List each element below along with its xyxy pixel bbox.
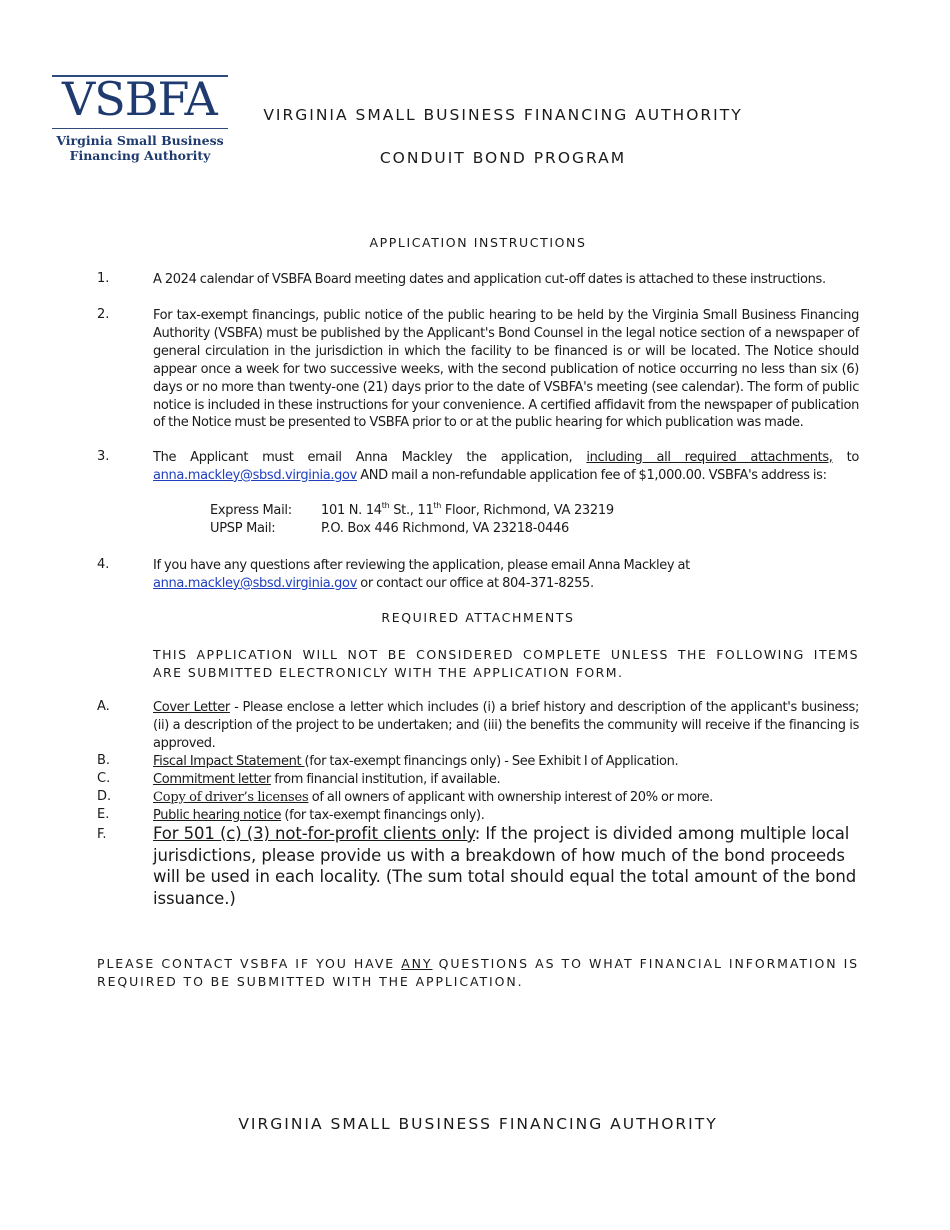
item3-text-b: to (846, 450, 859, 465)
contact-text-b: QUESTIONS AS TO WHAT FINANCIAL INFORMATION IS REQUIRED TO BE SUBMITTED WITH THE APPLICATION. (97, 956, 860, 989)
item-number-1: 1. (97, 271, 110, 286)
drivers-license-text: of all owners of applicant with ownership interest of 20% or more. (308, 790, 713, 805)
public-hearing-title: Public hearing notice (153, 808, 282, 823)
email-link[interactable]: anna.mackley@sbsd.virginia.gov (153, 575, 357, 591)
attachment-letter-a: A. (97, 699, 110, 714)
logo-bottom-rule (52, 128, 228, 129)
attachment-letter-f: F. (97, 827, 107, 842)
attachments-notice-line1: THIS APPLICATION WILL NOT BE CONSIDERED COMPLETE UNLESS THE FOLLOWING ITEMS (153, 647, 859, 662)
instruction-item-3 (153, 449, 859, 485)
program-title: CONDUIT BOND PROGRAM (379, 149, 627, 167)
attachment-item-a (153, 699, 859, 753)
upsp-mail-label: UPSP Mail: (210, 521, 276, 536)
nonprofit-title: For 501 (c) (3) not-for-profit clients only (153, 824, 475, 843)
logo-subtitle-line1: Virginia Small Business (56, 133, 224, 148)
item-number-3: 3. (97, 449, 110, 464)
drivers-license-title: Copy of driver’s licenses (153, 790, 309, 805)
express-mail-label: Express Mail: (210, 503, 292, 518)
item3-text-a: The Applicant must email Anna Mackley the application, (153, 450, 573, 465)
page-title: VIRGINIA SMALL BUSINESS FINANCING AUTHORITY (263, 106, 743, 124)
upsp-mail-address: P.O. Box 446 Richmond, VA 23218-0446 (321, 521, 569, 536)
express-part-b: St., 11 (389, 503, 434, 518)
contact-text-a: PLEASE CONTACT VSBFA IF YOU HAVE (97, 956, 396, 971)
attachment-item-d (153, 789, 859, 807)
express-part-a: 101 N. 14 (321, 503, 382, 518)
instruction-item-4 (153, 557, 859, 593)
item4-text-a: If you have any questions after reviewing the application, please email Anna Mackley at (153, 558, 690, 573)
cover-letter-title: Cover Letter (153, 700, 230, 715)
attachment-letter-d: D. (97, 789, 112, 804)
fiscal-impact-title: Fiscal Impact Statement (153, 754, 305, 769)
public-hearing-text: (for tax-exempt financings only). (281, 808, 485, 823)
attachment-item-b (153, 753, 859, 771)
express-sup-2: th (433, 501, 442, 510)
attachment-letter-b: B. (97, 753, 111, 768)
instruction-item-1: A 2024 calendar of VSBFA Board meeting dates and application cut-off dates is attached to these instructions. (153, 272, 826, 287)
cover-letter-text: - Please enclose a letter which includes (i) a brief history and description of the applicant's business; (ii) a description of the project to be undertaken; and (iii) the benefits the community will receive if the financing is approved. (153, 700, 859, 751)
instruction-item-2: For tax-exempt financings, public notice of the public hearing to be held by the Virginia Small Business Financing Authority (VSBFA) must be published by the Applicant's Bond Counsel in the legal notice section of a newspaper of general circulation in the jurisdiction in which the facility to be financed is or will be located. The Notice should appear once a week for two successive weeks, with the second publication of notice occurring no less than six (6) days or no more than twenty-one (21) days prior to the date of VSBFA's meeting (see calendar). The form of public notice is included in these instructions for your convenience. A certified affidavit from the newspaper of publication of the Notice must be presented to VSBFA prior to or at the public hearing for which publication was made. (153, 308, 859, 431)
express-part-c: Floor, Richmond, VA 23219 (441, 503, 614, 518)
instructions-heading: APPLICATION INSTRUCTIONS (369, 235, 587, 250)
attachments-notice-line2: ARE SUBMITTED ELECTRONICLY WITH THE APPLICATION FORM. (153, 665, 624, 680)
express-sup-1: th (381, 501, 390, 510)
item-number-4: 4. (97, 557, 110, 572)
item-number-2: 2. (97, 307, 110, 322)
footer-title: VIRGINIA SMALL BUSINESS FINANCING AUTHORITY (238, 1115, 718, 1133)
express-mail-address (321, 503, 614, 518)
attachment-item-f (153, 823, 863, 909)
fiscal-impact-text: (for tax-exempt financings only) - See Exhibit I of Application. (304, 754, 679, 769)
attachment-letter-c: C. (97, 771, 111, 786)
logo-acronym: VSBFA (62, 72, 217, 126)
email-link[interactable]: anna.mackley@sbsd.virginia.gov (153, 467, 357, 483)
contact-note (97, 955, 859, 991)
commitment-letter-text: from financial institution, if available. (270, 772, 501, 787)
nonprofit-text: : If the project is divided among multiple local jurisdictions, please provide us with a breakdown of how much of the bond proceeds will be used in each locality. (The sum total should equal the total amount of the bond issuance.) (153, 824, 857, 908)
item3-text-c: AND mail a non-refundable application fee of $1,000.00. VSBFA's address is: (360, 467, 827, 483)
logo-subtitle-line2: Financing Authority (69, 148, 211, 163)
attachment-item-c (153, 771, 859, 789)
attachments-heading: REQUIRED ATTACHMENTS (381, 610, 575, 625)
item4-text-b: or contact our office at 804-371-8255. (360, 575, 594, 591)
commitment-letter-title: Commitment letter (153, 772, 271, 787)
attachment-letter-e: E. (97, 807, 110, 822)
contact-underlined: ANY (401, 956, 433, 971)
item3-underlined: including all required attachments, (586, 450, 833, 465)
